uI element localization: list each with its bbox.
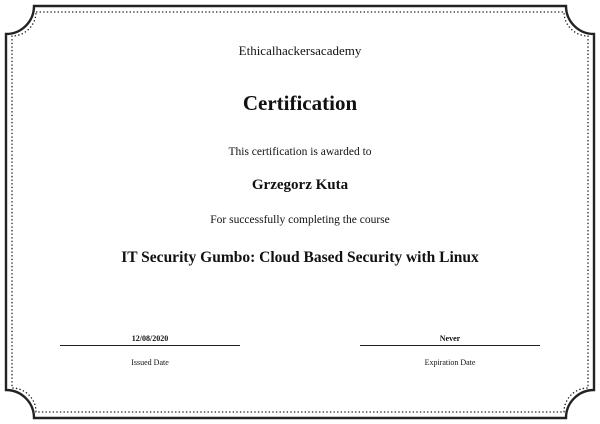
issued-date-label: Issued Date <box>131 358 169 367</box>
course-title: IT Security Gumbo: Cloud Based Security with Linux <box>121 249 479 266</box>
expiration-date-value: Never <box>360 334 540 346</box>
awarded-to-text: This certification is awarded to <box>228 146 372 158</box>
completion-text: For successfully completing the course <box>210 214 390 226</box>
certificate-title: Certification <box>242 91 358 115</box>
issued-date-value: 12/08/2020 <box>60 334 240 346</box>
expiration-date-label: Expiration Date <box>424 358 476 367</box>
organization-name: Ethicalhackersacademy <box>238 43 362 58</box>
expiration-date-block <box>360 334 540 368</box>
issued-date-block <box>60 334 240 368</box>
recipient-name: Grzegorz Kuta <box>251 177 349 193</box>
